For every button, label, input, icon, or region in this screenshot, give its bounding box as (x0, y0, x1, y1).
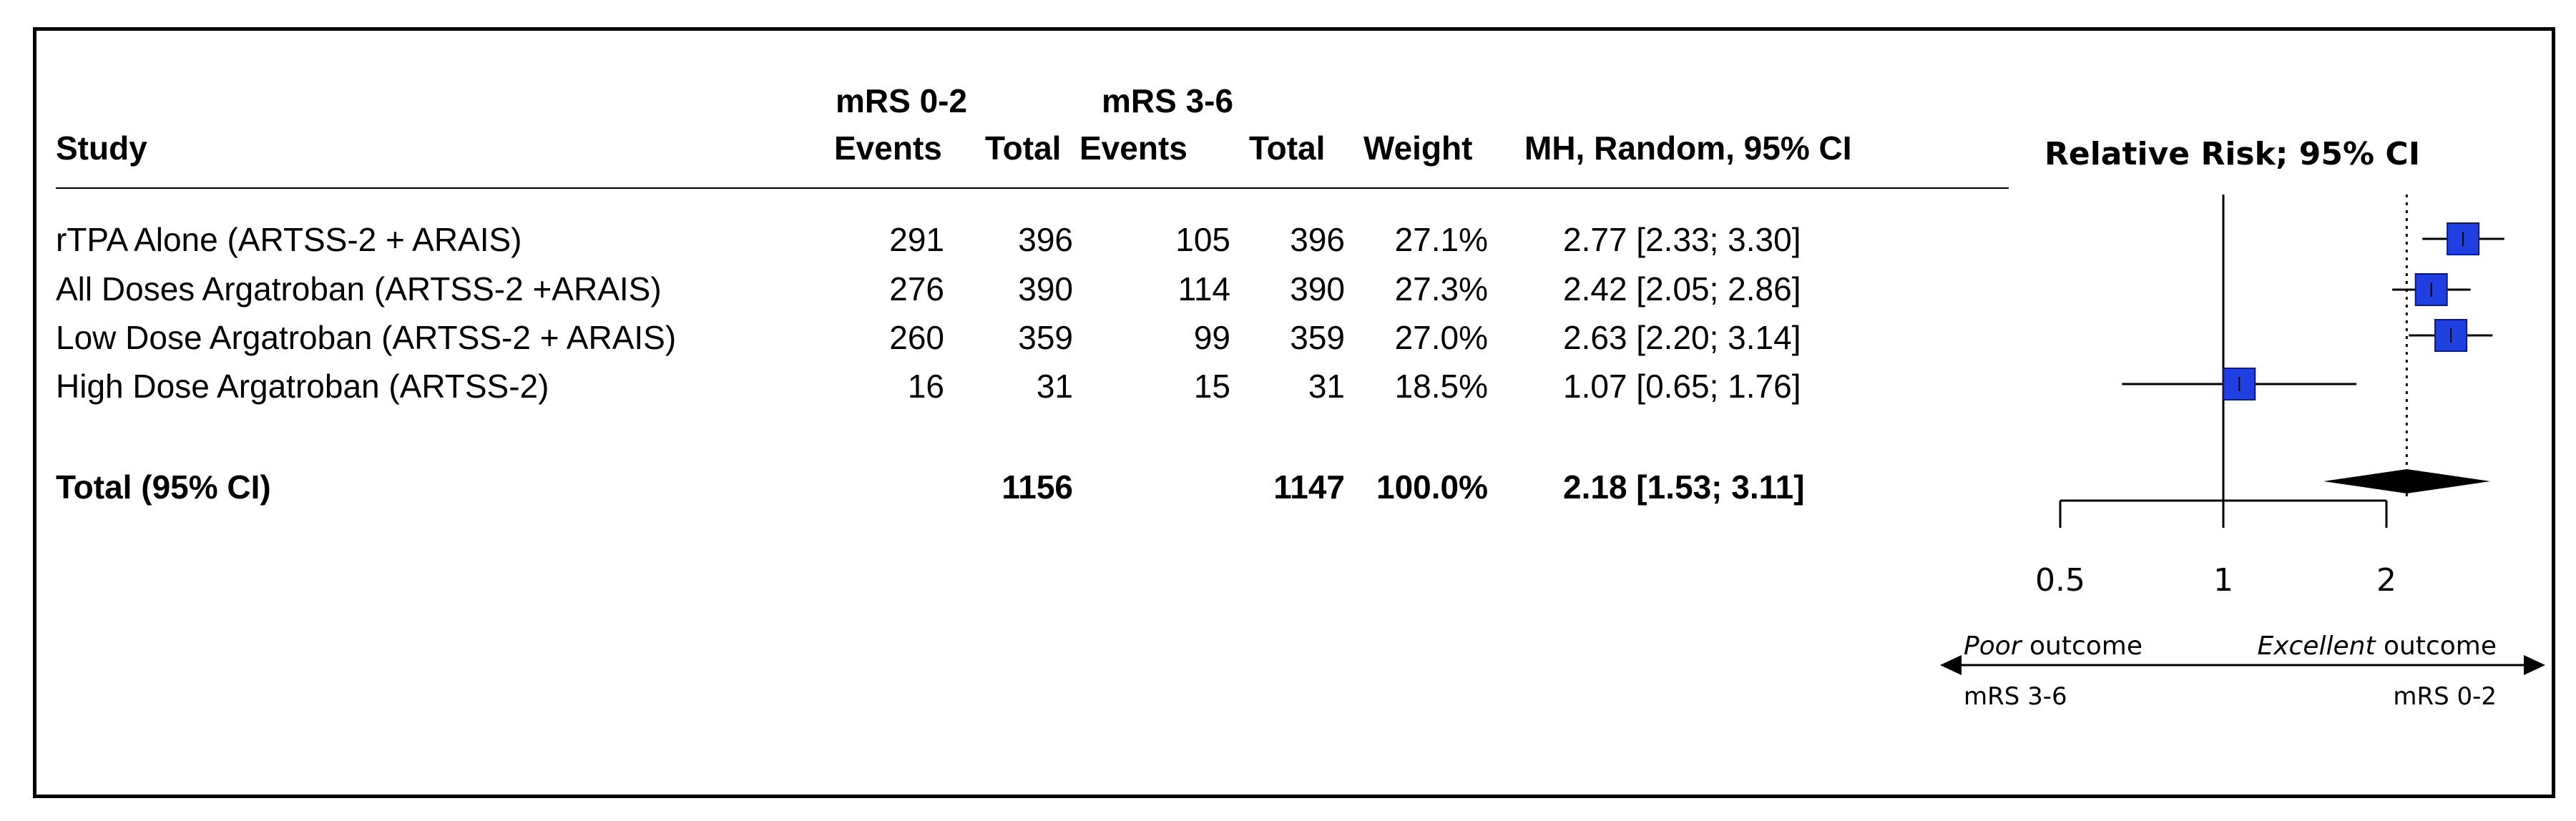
header-weight: Weight (1363, 129, 1473, 167)
total-row-total1: 1156 (1001, 468, 1073, 506)
x-tick-label: 2 (2376, 562, 2396, 599)
row-events1: 16 (907, 368, 944, 405)
row-ci: 2.77 [2.33; 3.30] (1563, 221, 1801, 258)
chart-title: Relative Risk; 95% CI (2044, 136, 2421, 172)
row-weight: 27.3% (1394, 270, 1488, 308)
total-row-total2: 1147 (1273, 468, 1345, 506)
row-events2: 99 (1193, 319, 1230, 356)
row-study: All Doses Argatroban (ARTSS-2 +ARAIS) (56, 270, 662, 308)
row-total2: 396 (1290, 221, 1345, 258)
row-weight: 18.5% (1394, 368, 1488, 405)
row-events1: 291 (889, 221, 944, 258)
row-study: rTPA Alone (ARTSS-2 + ARAIS) (56, 221, 522, 258)
row-total2: 31 (1308, 368, 1345, 405)
row-events1: 260 (889, 319, 944, 356)
row-total2: 390 (1290, 270, 1345, 308)
header-events2: Events (1079, 129, 1187, 167)
x-tick-label: 0.5 (2035, 562, 2085, 599)
row-events2: 15 (1193, 368, 1230, 405)
row-total1: 359 (1018, 319, 1073, 356)
row-total1: 31 (1036, 368, 1073, 405)
total-row-label: Total (95% CI) (56, 468, 271, 506)
right-mrs-label: mRS 0-2 (2393, 682, 2497, 711)
pooled-diamond (2323, 469, 2490, 493)
header-events1: Events (834, 129, 942, 167)
row-events1: 276 (889, 270, 944, 308)
row-ci: 2.42 [2.05; 2.86] (1563, 270, 1801, 308)
left-mrs-label: mRS 3-6 (1964, 682, 2067, 711)
header-total2: Total (1249, 129, 1326, 167)
right-arrowhead (2524, 655, 2545, 675)
row-ci: 2.63 [2.20; 3.14] (1563, 319, 1801, 356)
row-total2: 359 (1290, 319, 1345, 356)
header-group1: mRS 0-2 (836, 82, 968, 119)
header-ci: MH, Random, 95% CI (1524, 129, 1852, 167)
row-events2: 114 (1177, 270, 1230, 308)
header-total1: Total (985, 129, 1062, 167)
row-ci: 1.07 [0.65; 1.76] (1563, 368, 1801, 405)
header-study: Study (56, 129, 147, 167)
left-outcome-label: Poor outcome (1964, 631, 2142, 661)
row-total1: 390 (1018, 270, 1073, 308)
row-weight: 27.1% (1394, 221, 1488, 258)
total-row-weight: 100.0% (1376, 468, 1488, 506)
left-arrowhead (1940, 655, 1962, 675)
header-group2: mRS 3-6 (1102, 82, 1234, 119)
row-events2: 105 (1175, 221, 1230, 258)
row-study: High Dose Argatroban (ARTSS-2) (56, 368, 549, 405)
row-weight: 27.0% (1394, 319, 1488, 356)
row-total1: 396 (1018, 221, 1073, 258)
total-row-ci: 2.18 [1.53; 3.11] (1563, 468, 1805, 506)
right-outcome-label: Excellent outcome (2257, 631, 2497, 661)
x-tick-label: 1 (2213, 562, 2233, 599)
row-study: Low Dose Argatroban (ARTSS-2 + ARAIS) (56, 319, 677, 356)
